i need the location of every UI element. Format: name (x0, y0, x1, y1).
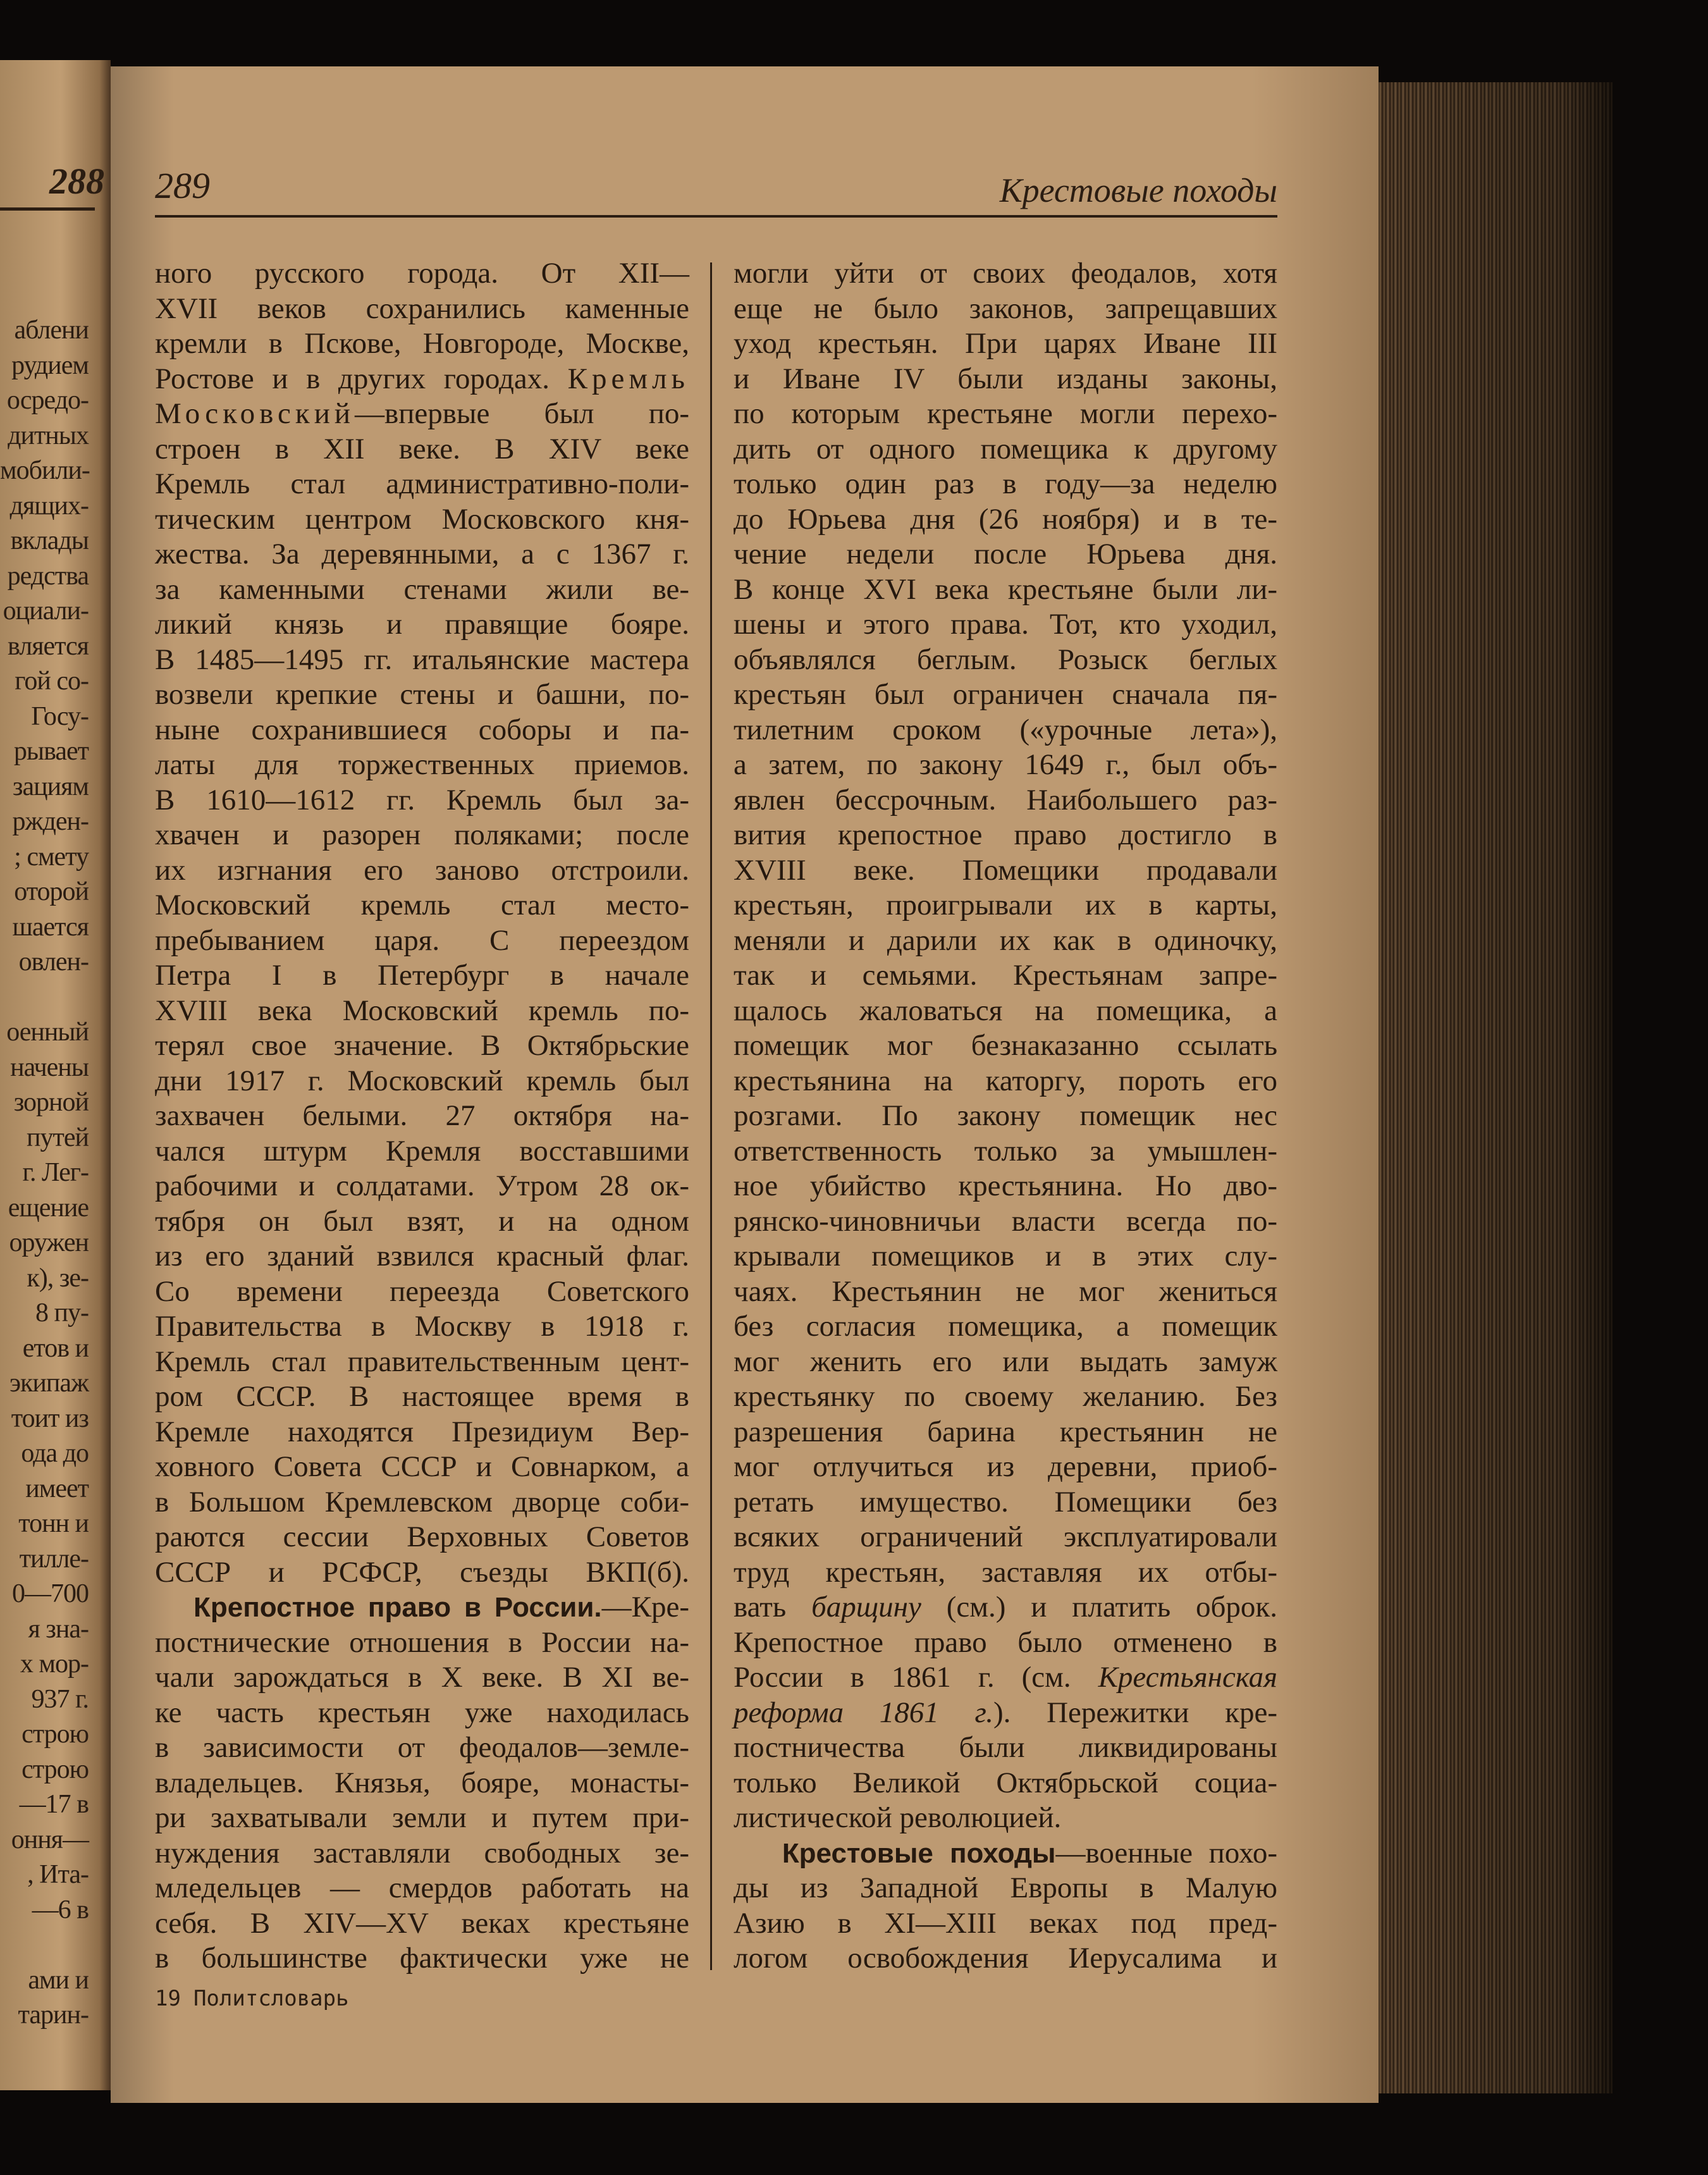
entry-term-moscow: Московский (155, 397, 355, 430)
previous-page-fragment: гой со- (15, 667, 89, 696)
text-line: строен в XII веке. В XIV веке (155, 432, 689, 465)
previous-page-fragment: Госу- (31, 701, 89, 731)
footer-label: Политсловарь (193, 1986, 349, 2011)
previous-page-fragment (0, 980, 89, 1016)
previous-page-number: 288 (49, 161, 104, 202)
text-line: возвели крепкие стены и башни, по- (155, 678, 689, 711)
previous-page-text-fragments (0, 313, 89, 2033)
previous-page-fragment: строю (22, 1754, 89, 1784)
text-line: ныне сохранившиеся соборы и па- (155, 713, 689, 746)
previous-page-edge (0, 60, 111, 2090)
previous-page-fragment: 937 г. (31, 1684, 89, 1714)
text-line: раются сессии Верховных Советов (155, 1520, 689, 1553)
text-line: XVIII века Московский кремль по- (155, 994, 689, 1027)
previous-page-fragment: етов и (22, 1333, 89, 1363)
text-line: крестьянина на каторгу, пороть его (734, 1064, 1277, 1097)
previous-page-fragment: тилле- (19, 1544, 89, 1574)
text-line: чение недели после Юрьева дня. (734, 538, 1277, 570)
text-line: рабочими и солдатами. Утром 28 ок- (155, 1169, 689, 1202)
previous-page-fragment: рудием (11, 350, 89, 380)
text-line: латы для торжественных приемов. (155, 748, 689, 781)
text-line: тилетним сроком («урочные лета»), (734, 713, 1277, 746)
text-line: труд крестьян, заставляя их отбы- (734, 1555, 1277, 1589)
header-rule (155, 215, 1277, 218)
previous-page-fragment: путей (27, 1123, 89, 1152)
text-line: разрешения барина крестьянин не (734, 1415, 1277, 1448)
text-line: вития крепостное право достигло в (734, 818, 1277, 851)
previous-page-fragment: экипаж (9, 1369, 89, 1398)
text-line: явлен бессрочным. Наибольшего раз- (734, 783, 1277, 816)
text-line: розгами. По закону помещик нес (734, 1099, 1277, 1132)
text-line: до Юрьева дня (26 ноября) и в те- (734, 502, 1277, 536)
text-line: Крепостное право было отменено в (734, 1625, 1277, 1659)
text-line: в Большом Кремлевском дворце соби- (155, 1485, 689, 1519)
text-line: Кремле находятся Президиум Вер- (155, 1415, 689, 1448)
text-line: ри захватывали земли и путем при- (155, 1801, 689, 1834)
text-line: так и семьями. Крестьянам запре- (734, 959, 1277, 992)
previous-page-fragment: дящих- (9, 491, 89, 521)
text-line: тическим центром Московского кня- (155, 502, 689, 536)
text-line: а затем, по закону 1649 г., был объ- (734, 748, 1277, 781)
previous-page-fragment: рывает (13, 737, 89, 766)
text-line: по которым крестьяне могли перехо- (734, 397, 1277, 430)
text-line: Со времени переезда Советского (155, 1274, 689, 1308)
previous-page-fragment: —6 в (32, 1895, 89, 1925)
text-line: всяких ограничений эксплуатировали (734, 1520, 1277, 1553)
text-line: только Великой Октябрьской социа- (734, 1766, 1277, 1799)
previous-page-fragment: шается (12, 912, 89, 942)
entry-heading-crusades: Крестовые походы (782, 1837, 1056, 1869)
text-line: логом освобождения Иерусалима и (734, 1942, 1277, 1975)
previous-page-fragment: оциали- (3, 596, 89, 625)
book-page (111, 66, 1379, 2103)
text-line: крестьян, проигрывали их в карты, (734, 889, 1277, 921)
text-line: В 1485—1495 гг. итальянские мастера (155, 643, 689, 676)
text-line: XVIII веке. Помещики продавали (734, 853, 1277, 887)
text-line: жества. За деревянными, а с 1367 г. (155, 538, 689, 570)
text-line: СССР и РСФСР, съезды ВКП(б). (155, 1555, 689, 1589)
previous-page-fragment: оенный (6, 1018, 89, 1047)
previous-page-fragment: тарин- (18, 2000, 89, 2030)
previous-page-fragment: редства (7, 561, 89, 591)
text-line: кремли в Пскове, Новгороде, Москве, (155, 327, 689, 360)
text-line: за каменными стенами жили ве- (155, 572, 689, 606)
previous-page-fragment: строю (22, 1720, 89, 1749)
cross-reference-peasant-reform-cont[interactable]: реформа 1861 г. (734, 1696, 993, 1729)
text-line: ром СССР. В настоящее время в (155, 1380, 689, 1413)
previous-page-fragment: —17 в (19, 1790, 89, 1819)
previous-page-fragment: аблени (14, 316, 89, 345)
text-line: только один раз в году—за неделю (734, 467, 1277, 500)
running-title: Крестовые походы (999, 171, 1277, 209)
previous-page-fragment: зорной (13, 1088, 89, 1117)
text-line: ное убийство крестьянина. Но дво- (734, 1169, 1277, 1202)
text-line: в большинстве фактически уже не (155, 1942, 689, 1975)
previous-page-fragment: к), зе- (27, 1263, 89, 1293)
text-line: в зависимости от феодалов—земле- (155, 1731, 689, 1764)
text-line: Ростове и в других городах. Кремль (155, 362, 689, 395)
text-line: шены и этого права. Тот, кто уходил, (734, 608, 1277, 641)
previous-page-fragment: оружен (9, 1228, 89, 1257)
previous-page-fragment: имеет (25, 1474, 89, 1503)
text-line: Азию в XI—XIII веках под пред- (734, 1906, 1277, 1940)
text-line: чали зарождаться в X веке. В XI ве- (155, 1661, 689, 1694)
text-line: постничества были ликвидированы (734, 1731, 1277, 1764)
column-rule (710, 262, 712, 1970)
text-line: захвачен белыми. 27 октября на- (155, 1099, 689, 1132)
text-line: Московский—впервые был по- (155, 397, 689, 430)
text-line: себя. В XIV—XV веках крестьяне (155, 1906, 689, 1940)
text-line: ответственность только за умышлен- (734, 1134, 1277, 1168)
previous-page-fragment: ; смету (14, 842, 89, 872)
entry-term-kremlin: Кремль (567, 362, 689, 395)
left-column (155, 256, 689, 1976)
text-line: могли уйти от своих феодалов, хотя (734, 257, 1277, 290)
previous-page-fragment: осредо- (6, 386, 89, 415)
previous-page-fragment: оння— (11, 1825, 89, 1854)
book-edge-shadow (1379, 82, 1613, 2093)
previous-page-rule (0, 207, 95, 211)
text-line: Правительства в Москву в 1918 г. (155, 1310, 689, 1343)
text-line: Крестовые походы—военные похо- (782, 1836, 1277, 1870)
text-line: дни 1917 г. Московский кремль был (155, 1064, 689, 1097)
text-line: ного русского города. От XII— (155, 257, 689, 290)
text-line: крестьянку по своему желанию. Без (734, 1380, 1277, 1413)
text-line: мледельцев — смердов работать на (155, 1871, 689, 1904)
text-line: Кремль стал правительственным цент- (155, 1345, 689, 1378)
text-line: объявлялся беглым. Розыск беглых (734, 643, 1277, 676)
previous-page-fragment: 0—700 (12, 1579, 89, 1608)
text-line: и Иване IV были изданы законы, (734, 362, 1277, 395)
text-line: В 1610—1612 гг. Кремль был за- (155, 783, 689, 816)
text-line: пребыванием царя. С переездом (155, 923, 689, 957)
previous-page-fragment: х мор- (20, 1649, 89, 1679)
text-line: мог отлучиться из деревни, приоб- (734, 1450, 1277, 1483)
previous-page-fragment: 8 пу- (35, 1298, 89, 1328)
signature-mark: 19 (155, 1986, 181, 2011)
previous-page-fragment: вляется (7, 631, 89, 661)
text-line: меняли и дарили их как в одиночку, (734, 923, 1277, 957)
previous-page-fragment: зациям (12, 772, 89, 801)
text-line: крестьян был ограничен сначала пя- (734, 678, 1277, 711)
text-line: помещик мог безнаказанно ссылать (734, 1029, 1277, 1062)
text-line: постнические отношения в России на- (155, 1625, 689, 1659)
text-line: ховного Совета СССР и Совнарком, а (155, 1450, 689, 1483)
text-line: терял свое значение. В Октябрьские (155, 1029, 689, 1062)
text-line: из его зданий взвился красный флаг. (155, 1240, 689, 1272)
text-line: ке часть крестьян уже находилась (155, 1696, 689, 1729)
previous-page-fragment: вклады (10, 526, 89, 555)
text-line: уход крестьян. При царях Иване III (734, 327, 1277, 360)
previous-page-fragment: тоит из (11, 1403, 89, 1433)
text-line: крывали помещиков и в этих слу- (734, 1240, 1277, 1272)
text-line: тября он был взят, и на одном (155, 1204, 689, 1238)
text-line: без согласия помещика, а помещик (734, 1310, 1277, 1343)
previous-page-fragment: овлен- (18, 947, 89, 977)
text-line: нуждения заставляли свободных зе- (155, 1836, 689, 1870)
previous-page-fragment: г. Лег- (22, 1158, 89, 1187)
text-line: вать барщину (см.) и платить оброк. (734, 1591, 1278, 1624)
text-line: реформа 1861 г.). Пережитки кре- (734, 1696, 1277, 1729)
text-line: их изгнания его заново отстроили. (155, 853, 689, 887)
previous-page-fragment: ода до (21, 1439, 89, 1468)
text-line: России в 1861 г. (см. Крестьянская (734, 1661, 1277, 1694)
previous-page-fragment (0, 1928, 89, 1963)
text-line: чаях. Крестьянин не мог жениться (734, 1274, 1277, 1308)
previous-page-fragment: я зна- (28, 1614, 89, 1644)
text-line: ликий князь и правящие бояре. (155, 608, 689, 641)
previous-page-fragment: дитных (8, 421, 89, 450)
text-line: Крепостное право в России.—Кре- (194, 1591, 690, 1624)
entry-heading-serfdom: Крепостное право в России. (194, 1592, 602, 1623)
previous-page-fragment: , Ита- (27, 1860, 89, 1889)
text-line: щалось жаловаться на помещика, а (734, 994, 1277, 1027)
text-line: листической революцией. (734, 1801, 1062, 1834)
text-line: Кремль стал административно-поли- (155, 467, 689, 500)
page-number: 289 (155, 165, 210, 206)
cross-reference-peasant-reform[interactable]: Крестьянская (1098, 1661, 1277, 1694)
previous-page-fragment: начены (10, 1052, 89, 1082)
previous-page-fragment: ржден- (12, 807, 89, 836)
cross-reference-barshchina[interactable]: барщину (811, 1591, 921, 1624)
text-line: мог женить его или выдать замуж (734, 1345, 1277, 1378)
previous-page-fragment: оторой (14, 877, 89, 906)
text-line: Петра I в Петербург в начале (155, 959, 689, 992)
text-line: ретать имущество. Помещики без (734, 1485, 1277, 1519)
text-line: хвачен и разорен поляками; после (155, 818, 689, 851)
previous-page-fragment: ещение (8, 1193, 89, 1223)
right-column (734, 256, 1277, 1976)
text-line: В конце XVI века крестьяне были ли- (734, 572, 1277, 606)
previous-page-fragment: ами и (28, 1965, 89, 1995)
previous-page-fragment: тонн и (18, 1509, 89, 1538)
text-line: рянско-чиновничьи власти всегда по- (734, 1204, 1277, 1238)
previous-page-fragment: мобили- (0, 456, 90, 485)
text-line: чался штурм Кремля восставшими (155, 1134, 689, 1168)
text-line: еще не было законов, запрещавших (734, 292, 1277, 325)
text-line: дить от одного помещика к другому (734, 432, 1277, 465)
text-line: ды из Западной Европы в Малую (734, 1871, 1277, 1904)
text-line: Московский кремль стал место- (155, 889, 689, 921)
text-line: XVII веков сохранились каменные (155, 292, 689, 325)
page-footer (155, 1986, 362, 2011)
text-line: владельцев. Князья, бояре, монасты- (155, 1766, 689, 1799)
